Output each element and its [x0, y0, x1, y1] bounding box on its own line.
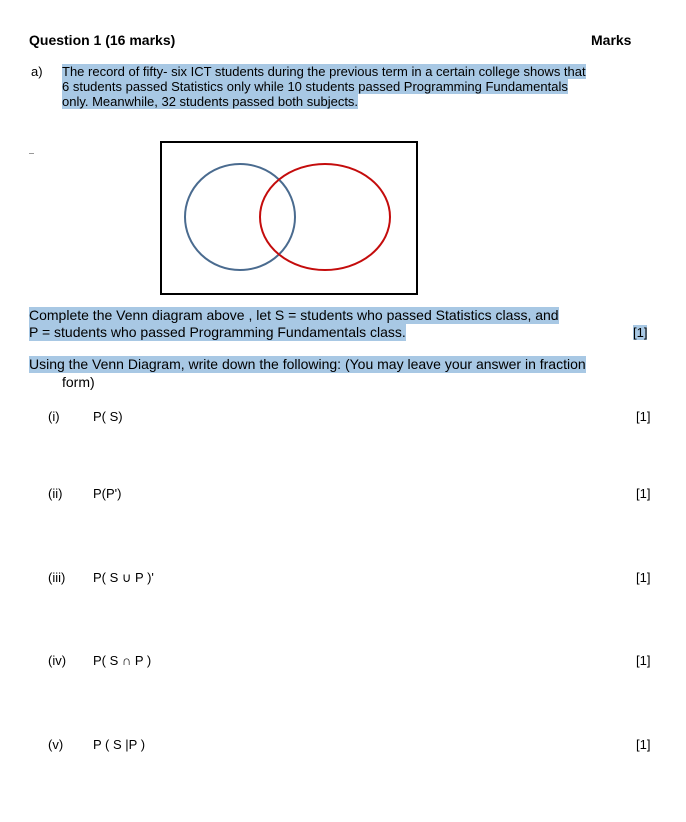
item-iii-mark: [1]	[636, 570, 651, 585]
marks-label: Marks	[591, 32, 632, 48]
item-ii-mark: [1]	[636, 486, 651, 501]
item-iv-mark: [1]	[636, 653, 651, 668]
item-ii-expression: P(P')	[93, 486, 122, 501]
using-line-1: Using the Venn Diagram, write down the following: (You may leave your answer in fraction	[29, 356, 586, 372]
part-a-line-3: only. Meanwhile, 32 students passed both subjects.	[62, 94, 359, 109]
part-a-line-1: The record of fifty- six ICT students during the previous term in a certain college shows that	[62, 64, 586, 79]
instruction-line-2: P = students who passed Programming Fundamentals class.	[29, 324, 406, 340]
item-v-mark: [1]	[636, 737, 651, 752]
item-i-mark: [1]	[636, 409, 651, 424]
question-title: Question 1 (16 marks)	[29, 32, 176, 48]
item-iii-expression: P( S ∪ P )'	[93, 570, 154, 585]
instruction-mark: [1]	[633, 325, 648, 340]
item-v-expression: P ( S |P )	[93, 737, 146, 752]
part-a-label: a)	[31, 64, 43, 79]
item-v-label: (v)	[48, 737, 64, 752]
item-iv-expression: P( S ∩ P )	[93, 653, 152, 668]
item-iii-label: (iii)	[48, 570, 66, 585]
instruction-line-1: Complete the Venn diagram above , let S = students who passed Statistics class, and	[29, 307, 559, 323]
part-a-line-2: 6 students passed Statistics only while 10 students passed Programming Fundamentals	[62, 79, 568, 94]
item-iv-label: (iv)	[48, 653, 67, 668]
using-line-2: form)	[62, 374, 95, 390]
item-i-label: (i)	[48, 409, 60, 424]
item-i-expression: P( S)	[93, 409, 123, 424]
item-ii-label: (ii)	[48, 486, 63, 501]
venn-circle-p	[260, 164, 390, 270]
